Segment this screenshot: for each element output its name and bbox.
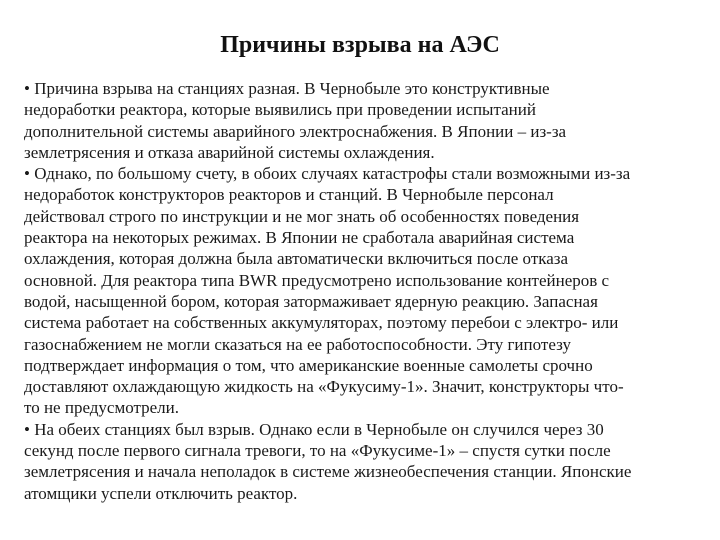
text-line: недоработок конструкторов реакторов и станций. В Чернобыле персонал (24, 185, 554, 205)
paragraph-design-flaws (24, 163, 700, 419)
text-line: реактора на некоторых режимах. В Японии не сработала аварийная система (24, 228, 575, 248)
text-line: секунд после первого сигнала тревоги, то на «Фукусиме-1» – спустя сутки после (24, 441, 611, 461)
text-line: дополнительной системы аварийного электроснабжения. В Японии – из-за (24, 121, 567, 141)
paragraph-causes (24, 78, 700, 163)
text-line: недоработки реактора, которые выявились при проведении испытаний (24, 100, 536, 120)
text-line: система работает на собственных аккумуляторах, поэтому перебои с электро- или (24, 313, 619, 333)
text-line: охлаждения, которая должна была автоматически включиться после отказа (24, 249, 569, 269)
text-line: газоснабжением не могли сказаться на ее работоспособности. Эту гипотезу (24, 334, 571, 354)
slide-body (24, 78, 700, 504)
text-line: водой, насыщенной бором, которая затормаживает ядерную реакцию. Запасная (24, 291, 598, 311)
text-line: атомщики успели отключить реактор. (24, 483, 298, 503)
text-line: • На обеих станциях был взрыв. Однако если в Чернобыле он случился через 30 (24, 419, 604, 439)
text-line: подтверждает информация о том, что американские военные самолеты срочно (24, 355, 593, 375)
text-line: землетрясения и отказа аварийной системы охлаждения. (24, 142, 435, 162)
text-line: • Причина взрыва на станциях разная. В Чернобыле это конструктивные (24, 79, 550, 98)
text-line: • Однако, по большому счету, в обоих случаях катастрофы стали возможными из-за (24, 164, 631, 184)
paragraph-explosion-timing (24, 419, 700, 504)
text-line: действовал строго по инструкции и не мог знать об особенностях поведения (24, 206, 580, 226)
text-line: основной. Для реактора типа BWR предусмотрено использование контейнеров с (24, 270, 610, 290)
text-line: доставляют охлаждающую жидкость на «Фукусиму-1». Значит, конструкторы что- (24, 377, 624, 397)
text-line: то не предусмотрели. (24, 398, 180, 418)
text-line: землетрясения и начала неполадок в системе жизнеобеспечения станции. Японские (24, 462, 632, 482)
slide-title: Причины взрыва на АЭС (220, 32, 500, 58)
